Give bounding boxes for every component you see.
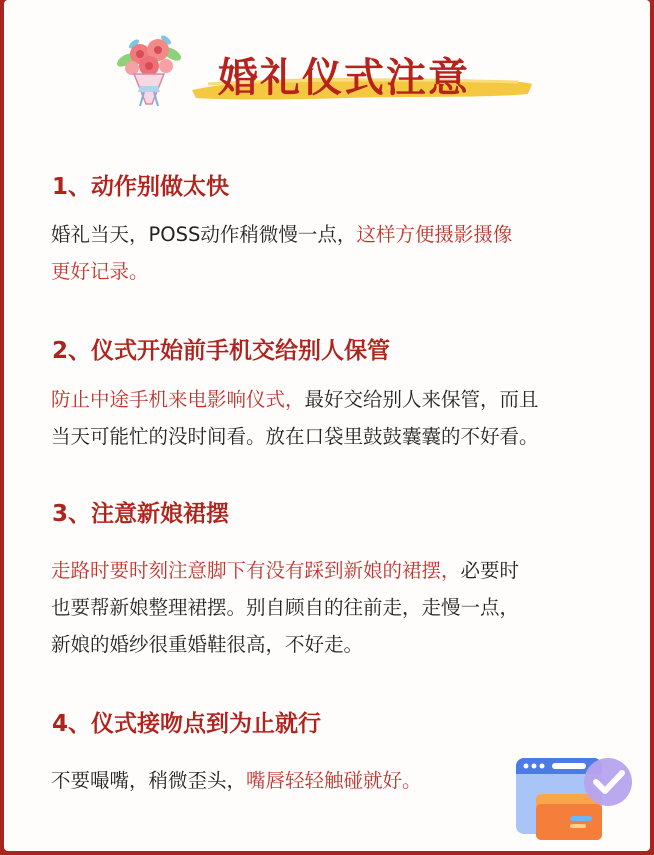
bouquet-icon — [114, 30, 184, 112]
browser-checkmark-icon — [512, 750, 642, 845]
body-text: 也要帮新娘整理裙摆。别自顾自的往前走，走慢一点， — [51, 596, 520, 619]
section-body-2 — [51, 381, 631, 455]
highlight-text: 走路时要时刻注意脚下有没有踩到新娘的裙摆， — [51, 559, 461, 582]
body-text: 必要时 — [460, 559, 520, 582]
section-title-1: 1、动作别做太快 — [52, 174, 230, 200]
highlight-text: 更好记录。 — [51, 260, 149, 283]
highlight-text: 这样方便摄影摄像 — [356, 223, 513, 246]
section-title-3: 3、注意新娘裙摆 — [52, 501, 230, 527]
section-title-2: 2、仪式开始前手机交给别人保管 — [52, 338, 391, 364]
body-text: 当天可能忙的没时间看。放在口袋里鼓鼓囊囊的不好看。 — [51, 425, 539, 448]
body-text: 新娘的婚纱很重婚鞋很高，不好走。 — [51, 633, 364, 656]
section-body-3 — [51, 552, 631, 663]
section-title-4: 4、仪式接吻点到为止就行 — [52, 711, 322, 737]
highlight-text: 防止中途手机来电影响仪式， — [51, 388, 305, 411]
body-text: 不要嘬嘴，稍微歪头， — [51, 769, 247, 792]
body-text: 最好交给别人来保管，而且 — [304, 388, 539, 411]
body-text: 婚礼当天，POSS动作稍微慢一点， — [51, 223, 357, 246]
page-title: 婚礼仪式注意 — [218, 55, 470, 101]
highlight-text: 嘴唇轻轻触碰就好。 — [246, 769, 422, 792]
content-card — [4, 0, 650, 851]
section-body-1 — [51, 216, 631, 290]
